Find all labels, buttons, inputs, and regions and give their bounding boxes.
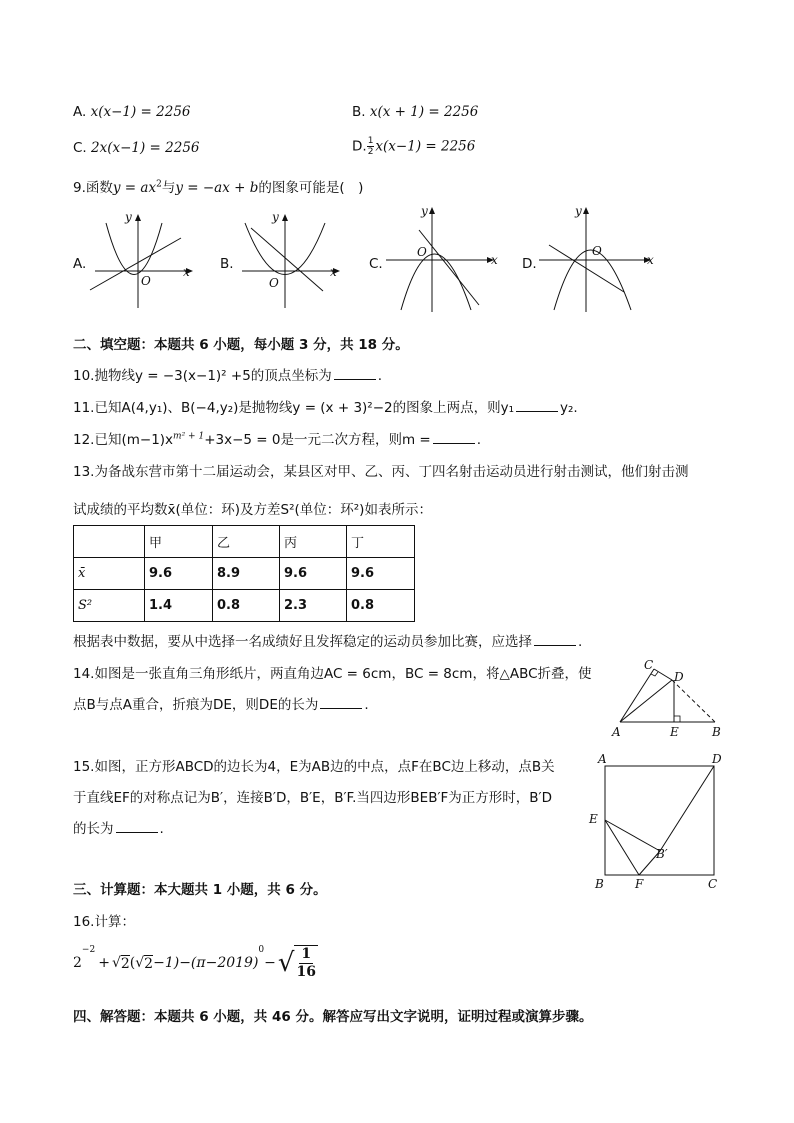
table-cell [74,526,145,558]
sqrt-symbol: √ [277,948,295,978]
q13-line-3: 根据表中数据，要从中选择一名成绩好且发挥稳定的运动员参加比赛，应选择 . [73,634,583,650]
axis-x-label: x [330,265,337,279]
svg-text:D: D [674,670,684,684]
q9-graph-a [85,208,200,313]
q9-graph-d [534,200,659,315]
svg-text:B: B [712,725,721,739]
svg-text:C: C [708,877,718,891]
table-cell: 9.6 [347,558,415,590]
table-cell: 9.6 [145,558,213,590]
svg-text:A: A [612,725,621,739]
table-header-row [74,526,415,558]
table-cell: S² [74,590,145,622]
q8-option-c: C. 2x(x−1) = 2256 [73,140,200,156]
q8-option-d: D. $\frac{1}{2}$ x(x−1) = 2256 [352,136,476,157]
q8-option-b: B. x(x + 1) = 2256 [352,104,479,120]
answer-blank [433,431,475,444]
axis-y-label: y [575,204,582,218]
table-cell: 乙 [213,526,280,558]
q9-graph-c [381,200,501,315]
q14-line-1: 14.如图是一张直角三角形纸片，两直角边AC = 6cm，BC = 8cm，将△ABC折叠，使 [73,666,592,682]
section-4-heading: 四、解答题：本题共 6 小题，共 46 分。解答应写出文字说明，证明过程或演算步骤。 [73,1009,593,1025]
q9-option-d-label: D. [522,256,537,272]
svg-text:E: E [670,725,679,739]
table-cell: 丙 [280,526,347,558]
q15-square-figure [584,750,729,895]
sqrt-symbol: √ [135,955,145,971]
table-cell: 9.6 [280,558,347,590]
q16-label: 16.计算： [73,914,135,930]
origin-label: O [592,244,602,258]
q14-triangle-figure [606,656,726,742]
origin-label: O [417,245,427,259]
q15-line-3: 的长为 . [73,821,164,837]
table-cell: 0.8 [347,590,415,622]
q11: 11.已知A(4,y₁)、B(−4,y₂)是抛物线y = (x + 3)²−2的图象上两点，则y₁ y₂. [73,400,578,416]
table-cell: 丁 [347,526,415,558]
table-cell: 甲 [145,526,213,558]
q13-line-1: 13.为备战东营市第十二届运动会，某县区对甲、乙、丙、丁四名射击运动员进行射击测试，他们射击测 [73,464,689,480]
table-cell: 8.9 [213,558,280,590]
axis-y-label: y [125,210,132,224]
q15-line-2: 于直线EF的对称点记为B′，连接B′D，B′E，B′F.当四边形BEB′F为正方形时，B′D [73,790,553,806]
q9-graph-b [232,208,347,313]
answer-blank [320,696,362,709]
q9-stem: 9.函数$y = ax^2$与y = −ax + b的图象可能是( ) [73,179,364,196]
svg-text:B: B [595,877,604,891]
origin-label: O [269,276,279,290]
axis-x-label: x [491,253,498,267]
q15-line-1: 15.如图，正方形ABCD的边长为4，E为AB边的中点，点F在BC边上移动，点B关 [73,759,555,775]
table-cell: 0.8 [213,590,280,622]
q13-line-2: 试成绩的平均数x̄(单位：环)及方差S²(单位：环²)如表所示： [73,502,432,518]
section-2-heading: 二、填空题：本题共 6 小题，每小题 3 分，共 18 分。 [73,337,409,353]
sqrt-symbol: √ [111,955,121,971]
table-row [74,558,415,590]
answer-blank [534,633,576,646]
q9-option-b-label: B. [220,256,234,272]
q9-option-c-label: C. [369,256,383,272]
axis-x-label: x [647,253,654,267]
table-cell: 2.3 [280,590,347,622]
axis-y-label: y [272,210,279,224]
axis-y-label: y [421,204,428,218]
svg-text:F: F [635,877,644,891]
q14-line-2: 点B与点A重合，折痕为DE，则DE的长为 . [73,697,369,713]
origin-label: O [141,274,151,288]
axis-x-label: x [183,265,190,279]
section-3-heading: 三、计算题：本大题共 1 小题，共 6 分。 [73,882,327,898]
svg-text:B′: B′ [656,847,668,861]
svg-text:E: E [589,812,598,826]
q9-option-a-label: A. [73,256,87,272]
q16-expression: 2 −2 + √ 2 ( √ 2 −1)−(π−2019) 0 − √ 1 16 [73,945,316,980]
answer-blank [516,399,558,412]
table-cell: 1.4 [145,590,213,622]
q8-option-a: A. x(x−1) = 2256 [73,104,191,120]
q12: 12.已知$(m-1)x^{m^2 + 1}+3x-5 = 0$是一元二次方程，则m = . [73,431,482,448]
answer-blank [116,820,158,833]
score-table [73,525,415,622]
table-cell: x̄ [74,558,145,590]
svg-text:D: D [712,752,722,766]
svg-text:A: A [598,752,607,766]
table-row [74,590,415,622]
q10: 10.抛物线y = −3(x−1)² +5的顶点坐标为 . [73,368,383,384]
svg-text:C: C [644,658,654,672]
answer-blank [334,367,376,380]
fraction-half: $\frac{1}{2}$ [367,136,374,157]
